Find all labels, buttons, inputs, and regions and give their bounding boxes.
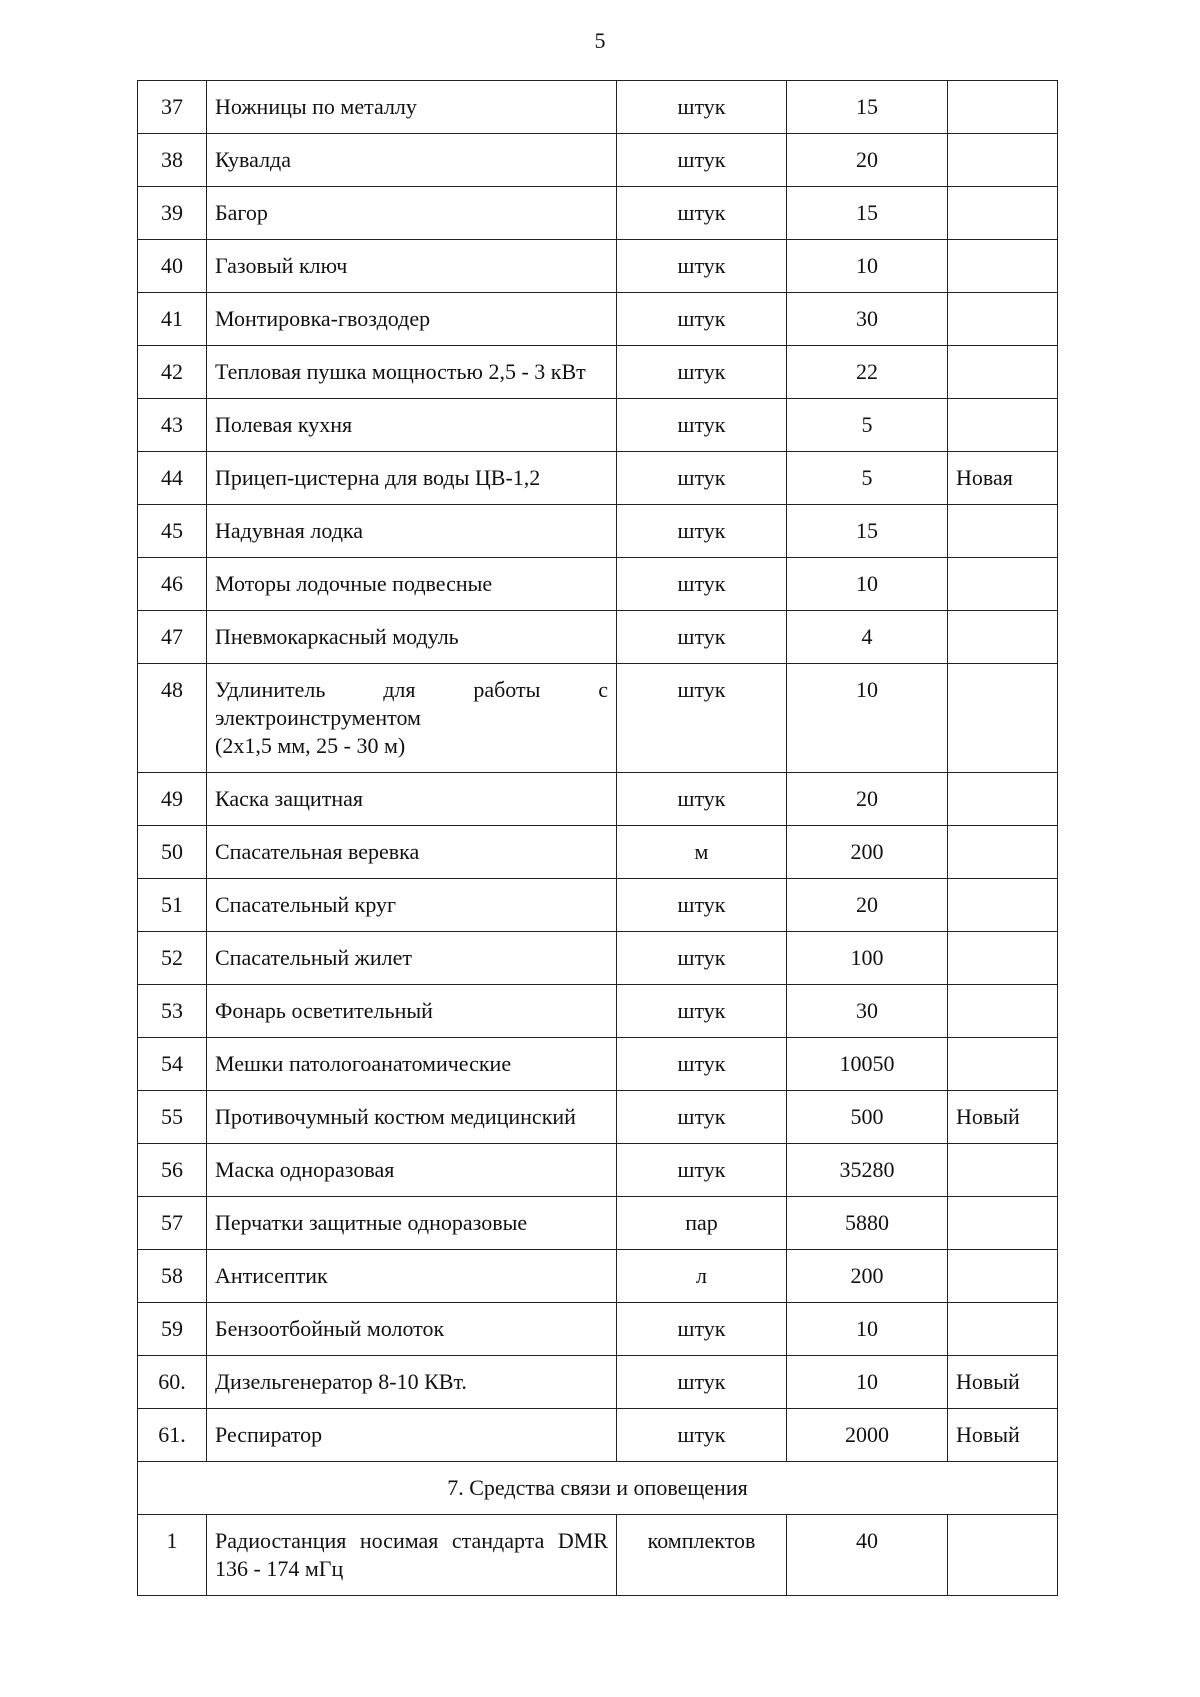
table-row [138, 399, 1058, 452]
item-note [948, 1038, 1058, 1091]
row-number: 43 [138, 399, 207, 452]
item-name [207, 293, 617, 346]
item-note: Новый [948, 1409, 1058, 1462]
item-note [948, 611, 1058, 664]
item-name [207, 985, 617, 1038]
item-name-line: Прицеп-цистерна для воды ЦВ-1,2 [215, 465, 541, 490]
item-quantity: 100 [787, 932, 948, 985]
item-name-line: Каска защитная [215, 786, 363, 811]
row-number: 42 [138, 346, 207, 399]
row-number: 37 [138, 81, 207, 134]
item-name-line: Спасательный жилет [215, 945, 412, 970]
item-unit: штук [617, 187, 787, 240]
item-note [948, 187, 1058, 240]
item-note [948, 1197, 1058, 1250]
item-name [207, 452, 617, 505]
row-number: 58 [138, 1250, 207, 1303]
item-unit: штук [617, 932, 787, 985]
item-quantity: 15 [787, 81, 948, 134]
item-name-line: Бензоотбойный молоток [215, 1316, 445, 1341]
row-number: 60. [138, 1356, 207, 1409]
item-note [948, 81, 1058, 134]
item-quantity: 10050 [787, 1038, 948, 1091]
item-note [948, 1250, 1058, 1303]
item-note: Новый [948, 1091, 1058, 1144]
item-quantity: 2000 [787, 1409, 948, 1462]
item-name [207, 81, 617, 134]
item-name [207, 134, 617, 187]
item-note [948, 399, 1058, 452]
item-name [207, 879, 617, 932]
table-row [138, 664, 1058, 773]
item-quantity: 10 [787, 240, 948, 293]
row-number: 1 [138, 1515, 207, 1596]
item-name [207, 773, 617, 826]
row-number: 61. [138, 1409, 207, 1462]
item-name-line: Спасательная веревка [215, 839, 420, 864]
table-row [138, 1409, 1058, 1462]
table-row [138, 879, 1058, 932]
item-quantity: 500 [787, 1091, 948, 1144]
item-unit: штук [617, 1091, 787, 1144]
item-note [948, 293, 1058, 346]
item-name [207, 1515, 617, 1596]
row-number: 47 [138, 611, 207, 664]
table-row [138, 346, 1058, 399]
item-note [948, 879, 1058, 932]
item-quantity: 5 [787, 399, 948, 452]
item-name-line: Антисептик [215, 1263, 328, 1288]
item-name-line: Монтировка-гвоздодер [215, 306, 431, 331]
item-name [207, 1091, 617, 1144]
item-quantity: 40 [787, 1515, 948, 1596]
item-unit: штук [617, 134, 787, 187]
table-row [138, 558, 1058, 611]
item-quantity: 4 [787, 611, 948, 664]
item-name-line: Надувная лодка [215, 518, 364, 543]
item-unit: штук [617, 1303, 787, 1356]
row-number: 48 [138, 664, 207, 773]
item-note [948, 505, 1058, 558]
item-name-line: Багор [215, 200, 268, 225]
item-name-line: Моторы лодочные подвесные [215, 571, 493, 596]
item-name [207, 399, 617, 452]
row-number: 41 [138, 293, 207, 346]
item-name-line: Ножницы по металлу [215, 94, 417, 119]
section-header-row [138, 1462, 1058, 1515]
table-row [138, 1144, 1058, 1197]
row-number: 53 [138, 985, 207, 1038]
item-unit: м [617, 826, 787, 879]
table-row [138, 611, 1058, 664]
item-unit: штук [617, 1038, 787, 1091]
table-row [138, 826, 1058, 879]
item-note [948, 1144, 1058, 1197]
item-note [948, 1303, 1058, 1356]
item-name [207, 346, 617, 399]
item-name [207, 558, 617, 611]
item-quantity: 15 [787, 505, 948, 558]
row-number: 38 [138, 134, 207, 187]
item-note [948, 240, 1058, 293]
item-unit: штук [617, 664, 787, 773]
item-name-line: Перчатки защитные одноразовые [215, 1210, 528, 1235]
item-note: Новая [948, 452, 1058, 505]
item-unit: пар [617, 1197, 787, 1250]
item-unit: штук [617, 1144, 787, 1197]
item-quantity: 30 [787, 293, 948, 346]
item-name-line: Противочумный костюм медицинский [215, 1104, 576, 1129]
item-name [207, 1250, 617, 1303]
table-row [138, 187, 1058, 240]
item-name-line: Дизельгенератор 8-10 КВт. [215, 1369, 467, 1394]
table-row [138, 1303, 1058, 1356]
row-number: 40 [138, 240, 207, 293]
item-note [948, 558, 1058, 611]
item-unit: штук [617, 240, 787, 293]
item-quantity: 15 [787, 187, 948, 240]
item-unit: л [617, 1250, 787, 1303]
item-name-line: Спасательный круг [215, 892, 397, 917]
item-name [207, 1197, 617, 1250]
row-number: 49 [138, 773, 207, 826]
item-name-line: Полевая кухня [215, 412, 353, 437]
item-name-line: Пневмокаркасный модуль [215, 624, 459, 649]
table-row [138, 1250, 1058, 1303]
table-row [138, 81, 1058, 134]
item-name-line: Удлинитель для работы с электроинструментом [215, 677, 608, 730]
item-unit: штук [617, 399, 787, 452]
item-quantity: 5880 [787, 1197, 948, 1250]
item-unit: штук [617, 879, 787, 932]
item-name [207, 1356, 617, 1409]
item-name [207, 1144, 617, 1197]
row-number: 44 [138, 452, 207, 505]
item-name [207, 611, 617, 664]
item-note [948, 932, 1058, 985]
row-number: 46 [138, 558, 207, 611]
item-unit: штук [617, 505, 787, 558]
row-number: 51 [138, 879, 207, 932]
table-row [138, 134, 1058, 187]
item-quantity: 10 [787, 558, 948, 611]
item-note [948, 1515, 1058, 1596]
table-row [138, 452, 1058, 505]
item-name-line: Мешки патологоанатомические [215, 1051, 512, 1076]
item-quantity: 30 [787, 985, 948, 1038]
item-note [948, 664, 1058, 773]
item-name [207, 1409, 617, 1462]
item-name [207, 1038, 617, 1091]
item-name-line: Радиостанция носимая стандарта DMR 136 - 174 мГц [215, 1528, 608, 1581]
item-quantity: 22 [787, 346, 948, 399]
item-name [207, 187, 617, 240]
item-quantity: 35280 [787, 1144, 948, 1197]
table-row [138, 1356, 1058, 1409]
table-row [138, 985, 1058, 1038]
table-row [138, 1091, 1058, 1144]
item-unit: штук [617, 81, 787, 134]
item-name [207, 664, 617, 773]
table-row [138, 505, 1058, 558]
page-number: 5 [594, 28, 606, 53]
table-row [138, 1197, 1058, 1250]
item-name-line: Тепловая пушка мощностью 2,5 - 3 кВт [215, 359, 586, 384]
item-note [948, 773, 1058, 826]
item-name-line: Газовый ключ [215, 253, 348, 278]
item-unit: штук [617, 558, 787, 611]
item-unit: штук [617, 773, 787, 826]
row-number: 39 [138, 187, 207, 240]
item-unit: штук [617, 1409, 787, 1462]
item-name [207, 505, 617, 558]
item-name [207, 932, 617, 985]
item-unit: штук [617, 1356, 787, 1409]
item-unit: штук [617, 985, 787, 1038]
item-name-line: Фонарь осветительный [215, 998, 433, 1023]
row-number: 57 [138, 1197, 207, 1250]
inventory-table [137, 80, 1058, 1596]
item-quantity: 20 [787, 773, 948, 826]
item-note [948, 134, 1058, 187]
item-quantity: 10 [787, 1356, 948, 1409]
table-row [138, 1515, 1058, 1596]
row-number: 56 [138, 1144, 207, 1197]
table-row [138, 932, 1058, 985]
item-quantity: 5 [787, 452, 948, 505]
item-quantity: 20 [787, 134, 948, 187]
item-quantity: 200 [787, 826, 948, 879]
item-unit: комплектов [617, 1515, 787, 1596]
item-quantity: 10 [787, 1303, 948, 1356]
item-name-line: Маска одноразовая [215, 1157, 395, 1182]
table-row [138, 240, 1058, 293]
item-name [207, 240, 617, 293]
row-number: 45 [138, 505, 207, 558]
item-note: Новый [948, 1356, 1058, 1409]
item-unit: штук [617, 452, 787, 505]
table-row [138, 1038, 1058, 1091]
item-note [948, 346, 1058, 399]
item-unit: штук [617, 293, 787, 346]
item-name-line: Кувалда [215, 147, 292, 172]
item-note [948, 985, 1058, 1038]
section-title: 7. Средства связи и оповещения [138, 1462, 1058, 1515]
item-quantity: 10 [787, 664, 948, 773]
row-number: 55 [138, 1091, 207, 1144]
row-number: 54 [138, 1038, 207, 1091]
item-quantity: 20 [787, 879, 948, 932]
item-unit: штук [617, 346, 787, 399]
item-name [207, 826, 617, 879]
table-row [138, 293, 1058, 346]
row-number: 50 [138, 826, 207, 879]
row-number: 59 [138, 1303, 207, 1356]
item-note [948, 826, 1058, 879]
item-name-line: (2х1,5 мм, 25 - 30 м) [215, 733, 406, 758]
item-unit: штук [617, 611, 787, 664]
item-name [207, 1303, 617, 1356]
item-quantity: 200 [787, 1250, 948, 1303]
row-number: 52 [138, 932, 207, 985]
item-name-line: Респиратор [215, 1422, 323, 1447]
table-row [138, 773, 1058, 826]
